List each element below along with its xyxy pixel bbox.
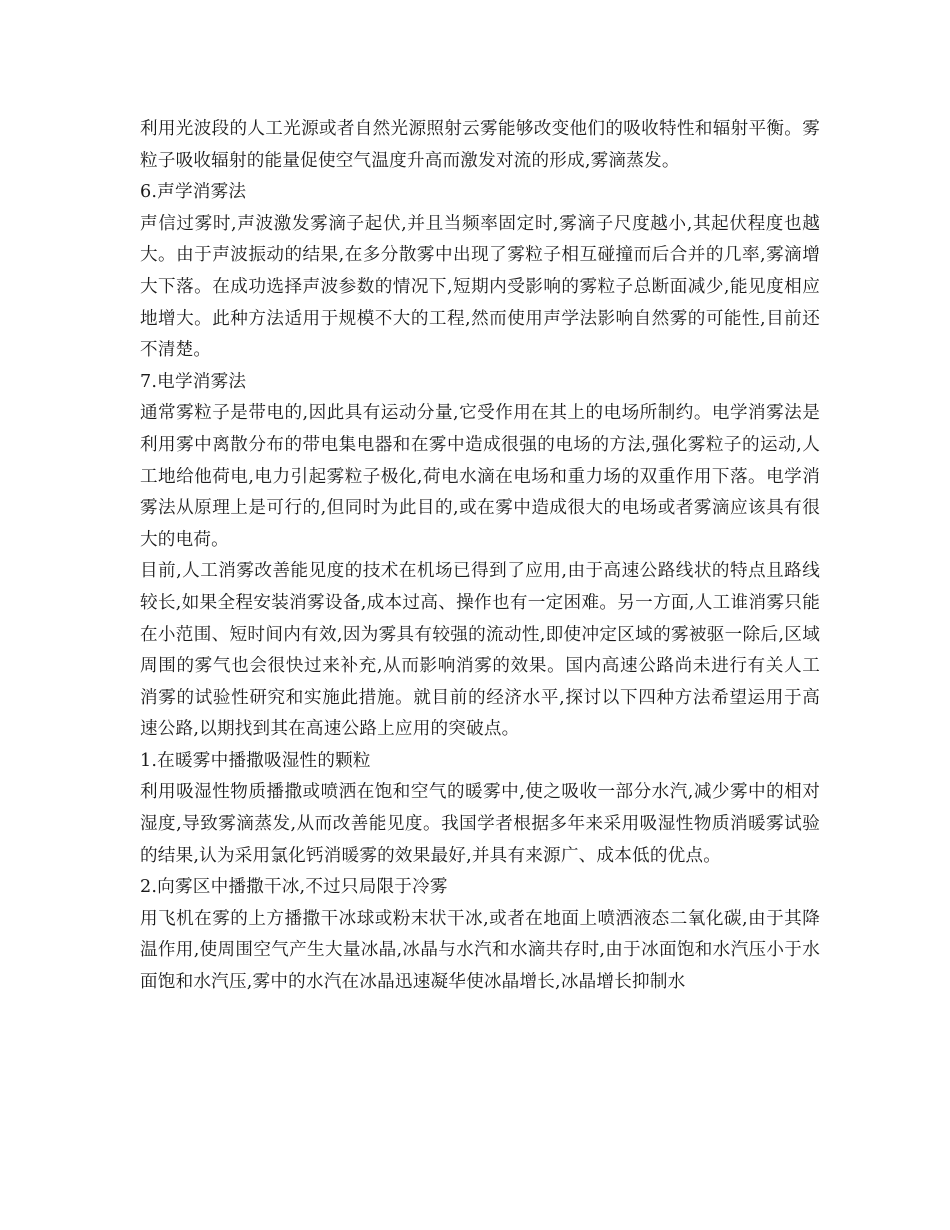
paragraph: 利用吸湿性物质播撒或喷洒在饱和空气的暖雾中,使之吸收一部分水汽,减少雾中的相对湿度,导致雾滴蒸发,从而改善能见度。我国学者根据多年来采用吸湿性物质消暖雾试验的结果,认为采用氯化钙消暖雾的效果最好,并具有来源广、成本低的优点。 xyxy=(140,782,820,866)
paragraph: 声信过雾时,声波激发雾滴子起伏,并且当频率固定时,雾滴子尺度越小,其起伏程度也越大。由于声波振动的结果,在多分散雾中出现了雾粒子相互碰撞而后合并的几率,雾滴增大下落。在成功选择声波参数的情况下,短期内受影响的雾粒子总断面减少,能见度相应地增大。此种方法适用于规模不大的工程,然而使用声学法影响自然雾的可能性,目前还不清楚。 xyxy=(140,213,820,361)
paragraph: 用飞机在雾的上方播撒干冰球或粉末状干冰,或者在地面上喷洒液态二氧化碳,由于其降温作用,使周围空气产生大量冰晶,冰晶与水汽和水滴共存时,由于冰面饱和水汽压小于水面饱和水汽压,雾中的水汽在冰晶迅速凝华使冰晶增长,冰晶增长抑制水 xyxy=(140,908,820,993)
section-heading: 7.电学消雾法 xyxy=(140,371,247,392)
paragraph: 利用光波段的人工光源或者自然光源照射云雾能够改变他们的吸收特性和辐射平衡。雾粒子吸收辐射的能量促使空气温度升高而激发对流的形成,雾滴蒸发。 xyxy=(140,119,820,171)
paragraph: 目前,人工消雾改善能见度的技术在机场已得到了应用,由于高速公路线状的特点且路线较长,如果全程安装消雾设备,成本过高、操作也有一定困难。另一方面,人工谁消雾只能在小范围、短时间内有效,因为雾具有较强的流动性,即使冲定区域的雾被驱一除后,区域周围的雾气也会很快过来补充,从而影响消雾的效果。国内高速公路尚未进行有关人工消雾的试验性研究和实施此措施。就目前的经济水平,探讨以下四种方法希望运用于高速公路,以期找到其在高速公路上应用的突破点。 xyxy=(140,561,820,740)
section-heading: 6.声学消雾法 xyxy=(140,182,247,203)
section-heading: 1.在暖雾中播撒吸湿性的颗粒 xyxy=(140,750,371,771)
section-heading: 2.向雾区中播撒干冰,不过只局限于冷雾 xyxy=(140,877,448,898)
paragraph: 通常雾粒子是带电的,因此具有运动分量,它受作用在其上的电场所制约。电学消雾法是利用雾中离散分布的带电集电器和在雾中造成很强的电场的方法,强化雾粒子的运动,人工地给他荷电,电力引起雾粒子极化,荷电水滴在电场和重力场的双重作用下落。电学消雾法从原理上是可行的,但同时为此目的,或在雾中造成很大的电场或者雾滴应该具有很大的电荷。 xyxy=(140,403,820,550)
document-body xyxy=(140,114,820,999)
